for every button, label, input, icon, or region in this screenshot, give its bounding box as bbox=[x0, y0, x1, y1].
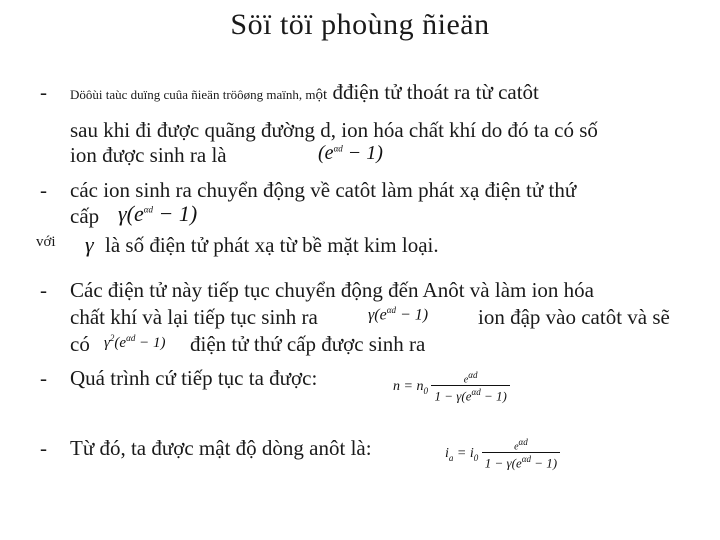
line-3: ion được sinh ra là bbox=[70, 143, 227, 167]
bullet-marker: - bbox=[40, 178, 47, 202]
equation-gamma-electrons: $\gamma(e^{\alpha d} - 1)$ bbox=[118, 201, 198, 226]
line-6-voi: với bbox=[36, 234, 56, 250]
line-6-rest: là số điện tử phát xạ từ bề mặt kim loại. bbox=[105, 233, 439, 257]
line-8b: ion đập vào catôt và sẽ bbox=[478, 305, 670, 329]
line-2: sau khi đi được quãng đường d, ion hóa chất khí do đó ta có số bbox=[70, 118, 598, 142]
equation-gamma-ions: $\gamma(e^{\alpha d} - 1)$ bbox=[368, 305, 429, 324]
line-1-rest: đđiện tử thoát ra từ catôt bbox=[327, 80, 539, 104]
equation-ion-count: $(e^{\alpha d} - 1)$ bbox=[318, 142, 383, 164]
line-9a: có bbox=[70, 332, 90, 356]
line-1 bbox=[70, 80, 539, 105]
line-5: cấp bbox=[70, 204, 100, 228]
gamma-symbol: γ bbox=[85, 232, 94, 257]
line-1-intro: Döôùi taùc duïng cuûa ñieän tröôøng maïnh, m bbox=[70, 87, 316, 102]
bullet-marker: - bbox=[40, 80, 47, 104]
line-8a: chất khí và lại tiếp tục sinh ra bbox=[70, 305, 318, 329]
line-9b: điện tử thứ cấp được sinh ra bbox=[190, 332, 426, 356]
line-4: các ion sinh ra chuyển động về catôt làm phát xạ điện tử thứ bbox=[70, 178, 577, 202]
line-11: Từ đó, ta được mật độ dòng anôt là: bbox=[70, 436, 372, 460]
equation-ia: $i_a = i_0$ $\frac{e^{\alpha d}}{1 - \gamma(e^{\alpha d} - 1)}$ bbox=[445, 437, 560, 472]
line-1-mot: ột bbox=[315, 87, 328, 103]
page-title: Söï töï phoùng ñieän bbox=[230, 8, 490, 41]
line-10: Quá trình cứ tiếp tục ta được: bbox=[70, 366, 318, 390]
bullet-marker: - bbox=[40, 278, 47, 302]
line-7: Các điện tử này tiếp tục chuyển động đến Anôt và làm ion hóa bbox=[70, 278, 595, 302]
bullet-marker: - bbox=[40, 436, 47, 460]
bullet-marker: - bbox=[40, 366, 47, 390]
equation-gamma-squared: $\gamma^2(e^{\alpha d} - 1)$ bbox=[104, 333, 166, 351]
equation-n: $n = n_0$ $\frac{e^{\alpha d}}{1 - \gamma(e^{\alpha d} - 1)}$ bbox=[393, 370, 510, 405]
